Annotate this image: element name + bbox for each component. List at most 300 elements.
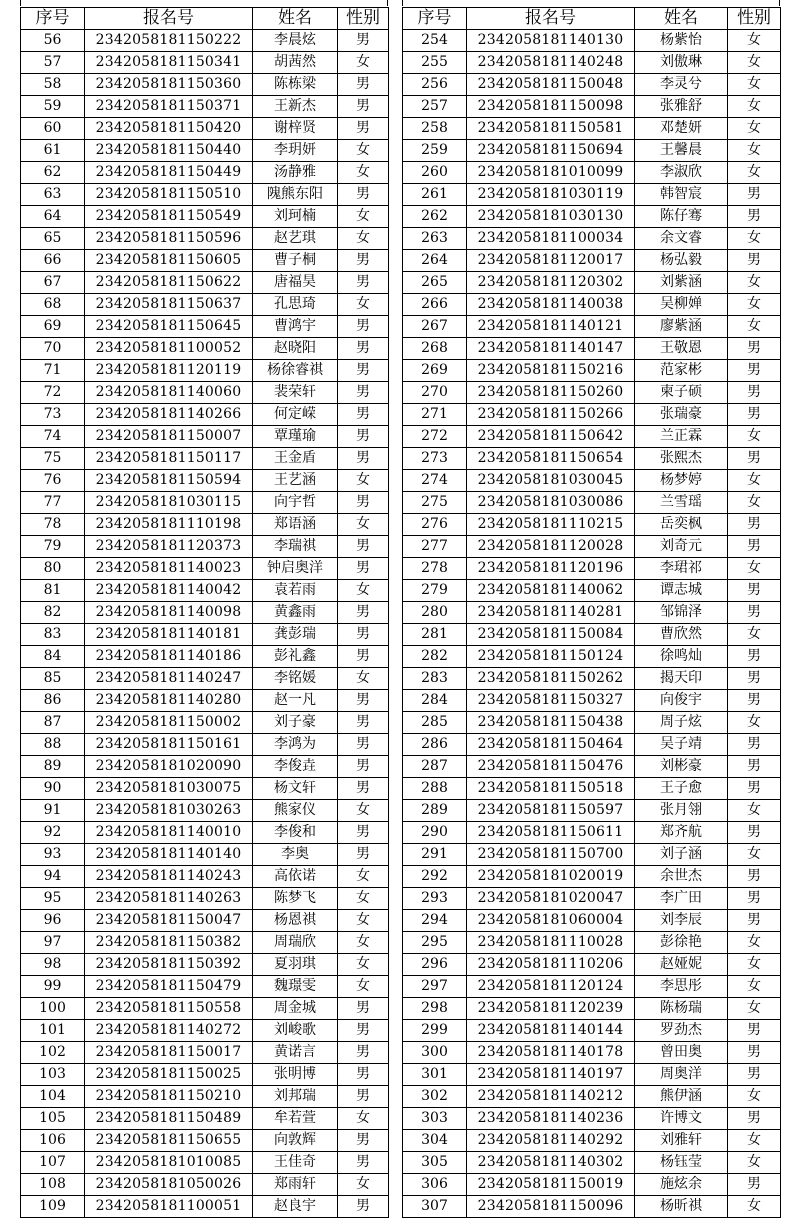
gender-cell: 女 bbox=[338, 470, 389, 492]
table-row bbox=[403, 96, 781, 118]
table-row bbox=[21, 998, 389, 1020]
gender-cell: 男 bbox=[728, 184, 781, 206]
reg-no-cell: 2342058181150019 bbox=[467, 1174, 635, 1196]
reg-no-cell: 2342058181150611 bbox=[467, 822, 635, 844]
reg-no-cell: 2342058181150655 bbox=[85, 1130, 253, 1152]
name-cell: 兰正霖 bbox=[635, 426, 728, 448]
table-row bbox=[403, 272, 781, 294]
gender-cell: 男 bbox=[728, 514, 781, 536]
gender-cell: 女 bbox=[338, 866, 389, 888]
table-row bbox=[403, 580, 781, 602]
table-row bbox=[21, 382, 389, 404]
reg-no-cell: 2342058181150645 bbox=[85, 316, 253, 338]
name-cell: 李广田 bbox=[635, 888, 728, 910]
name-cell: 王艺涵 bbox=[253, 470, 338, 492]
reg-no-cell: 2342058181100052 bbox=[85, 338, 253, 360]
name-cell: 柬子硕 bbox=[635, 382, 728, 404]
reg-no-cell: 2342058181120124 bbox=[467, 976, 635, 998]
name-cell: 郑雨轩 bbox=[253, 1174, 338, 1196]
name-cell: 赵一凡 bbox=[253, 690, 338, 712]
seq-cell: 280 bbox=[403, 602, 467, 624]
header-reg-no: 报名号 bbox=[85, 8, 253, 30]
table-row bbox=[403, 404, 781, 426]
gender-cell: 女 bbox=[338, 976, 389, 998]
name-cell: 刘紫涵 bbox=[635, 272, 728, 294]
seq-cell: 279 bbox=[403, 580, 467, 602]
reg-no-cell: 2342058181140178 bbox=[467, 1042, 635, 1064]
table-row bbox=[21, 448, 389, 470]
seq-cell: 260 bbox=[403, 162, 467, 184]
table-row bbox=[21, 558, 389, 580]
roster-table-left bbox=[20, 7, 389, 1218]
reg-no-cell: 2342058181150476 bbox=[467, 756, 635, 778]
seq-cell: 57 bbox=[21, 52, 85, 74]
table-row bbox=[403, 954, 781, 976]
table-row bbox=[403, 1108, 781, 1130]
table-row bbox=[21, 1020, 389, 1042]
gender-cell: 男 bbox=[728, 646, 781, 668]
name-cell: 龚彭瑞 bbox=[253, 624, 338, 646]
table-row bbox=[21, 976, 389, 998]
table-row bbox=[21, 646, 389, 668]
table-row bbox=[403, 932, 781, 954]
gender-cell: 男 bbox=[728, 822, 781, 844]
seq-cell: 271 bbox=[403, 404, 467, 426]
reg-no-cell: 2342058181120017 bbox=[467, 250, 635, 272]
name-cell: 彭礼鑫 bbox=[253, 646, 338, 668]
seq-cell: 62 bbox=[21, 162, 85, 184]
reg-no-cell: 2342058181100051 bbox=[85, 1196, 253, 1218]
left-table-body bbox=[21, 30, 389, 1218]
table-row bbox=[21, 250, 389, 272]
gender-cell: 女 bbox=[338, 1108, 389, 1130]
table-row bbox=[403, 888, 781, 910]
reg-no-cell: 2342058181110198 bbox=[85, 514, 253, 536]
name-cell: 孔思琦 bbox=[253, 294, 338, 316]
header-name: 姓名 bbox=[253, 8, 338, 30]
reg-no-cell: 2342058181150216 bbox=[467, 360, 635, 382]
seq-cell: 304 bbox=[403, 1130, 467, 1152]
name-cell: 刘彬豪 bbox=[635, 756, 728, 778]
reg-no-cell: 2342058181140144 bbox=[467, 1020, 635, 1042]
name-cell: 郑语涵 bbox=[253, 514, 338, 536]
table-row bbox=[21, 316, 389, 338]
reg-no-cell: 2342058181140292 bbox=[467, 1130, 635, 1152]
gender-cell: 男 bbox=[338, 844, 389, 866]
reg-no-cell: 2342058181150025 bbox=[85, 1064, 253, 1086]
gender-cell: 女 bbox=[728, 1196, 781, 1218]
name-cell: 刘珂楠 bbox=[253, 206, 338, 228]
gender-cell: 男 bbox=[338, 30, 389, 52]
table-row bbox=[21, 272, 389, 294]
name-cell: 何定嵘 bbox=[253, 404, 338, 426]
seq-cell: 270 bbox=[403, 382, 467, 404]
name-cell: 高依诺 bbox=[253, 866, 338, 888]
name-cell: 覃瑾瑜 bbox=[253, 426, 338, 448]
name-cell: 王金盾 bbox=[253, 448, 338, 470]
name-cell: 岳奕枫 bbox=[635, 514, 728, 536]
gender-cell: 女 bbox=[338, 580, 389, 602]
reg-no-cell: 2342058181140023 bbox=[85, 558, 253, 580]
seq-cell: 273 bbox=[403, 448, 467, 470]
table-row bbox=[403, 514, 781, 536]
seq-cell: 295 bbox=[403, 932, 467, 954]
reg-no-cell: 2342058181150382 bbox=[85, 932, 253, 954]
name-cell: 李玥妍 bbox=[253, 140, 338, 162]
reg-no-cell: 2342058181150117 bbox=[85, 448, 253, 470]
seq-cell: 302 bbox=[403, 1086, 467, 1108]
name-cell: 曹子桐 bbox=[253, 250, 338, 272]
reg-no-cell: 2342058181150017 bbox=[85, 1042, 253, 1064]
name-cell: 李珺祁 bbox=[635, 558, 728, 580]
name-cell: 邹锦泽 bbox=[635, 602, 728, 624]
reg-no-cell: 2342058181150694 bbox=[467, 140, 635, 162]
gender-cell: 女 bbox=[728, 932, 781, 954]
seq-cell: 99 bbox=[21, 976, 85, 998]
reg-no-cell: 2342058181140042 bbox=[85, 580, 253, 602]
name-cell: 胡茜然 bbox=[253, 52, 338, 74]
seq-cell: 90 bbox=[21, 778, 85, 800]
table-row bbox=[21, 162, 389, 184]
seq-cell: 92 bbox=[21, 822, 85, 844]
reg-no-cell: 2342058181120119 bbox=[85, 360, 253, 382]
reg-no-cell: 2342058181150700 bbox=[467, 844, 635, 866]
reg-no-cell: 2342058181150260 bbox=[467, 382, 635, 404]
reg-no-cell: 2342058181150161 bbox=[85, 734, 253, 756]
table-row bbox=[403, 800, 781, 822]
gender-cell: 女 bbox=[728, 844, 781, 866]
table-row bbox=[403, 602, 781, 624]
name-cell: 赵良宇 bbox=[253, 1196, 338, 1218]
table-row bbox=[403, 536, 781, 558]
seq-cell: 74 bbox=[21, 426, 85, 448]
table-row bbox=[21, 756, 389, 778]
seq-cell: 105 bbox=[21, 1108, 85, 1130]
seq-cell: 101 bbox=[21, 1020, 85, 1042]
gender-cell: 女 bbox=[728, 976, 781, 998]
gender-cell: 女 bbox=[728, 162, 781, 184]
reg-no-cell: 2342058181020019 bbox=[467, 866, 635, 888]
seq-cell: 103 bbox=[21, 1064, 85, 1086]
seq-cell: 294 bbox=[403, 910, 467, 932]
seq-cell: 80 bbox=[21, 558, 85, 580]
name-cell: 刘邦瑞 bbox=[253, 1086, 338, 1108]
seq-cell: 69 bbox=[21, 316, 85, 338]
table-row bbox=[21, 1196, 389, 1218]
seq-cell: 85 bbox=[21, 668, 85, 690]
name-cell: 邓楚妍 bbox=[635, 118, 728, 140]
gender-cell: 男 bbox=[338, 756, 389, 778]
gender-cell: 女 bbox=[338, 162, 389, 184]
name-cell: 谢梓贤 bbox=[253, 118, 338, 140]
table-row bbox=[403, 74, 781, 96]
seq-cell: 293 bbox=[403, 888, 467, 910]
name-cell: 袁若雨 bbox=[253, 580, 338, 602]
gender-cell: 男 bbox=[728, 206, 781, 228]
seq-cell: 300 bbox=[403, 1042, 467, 1064]
reg-no-cell: 2342058181140062 bbox=[467, 580, 635, 602]
reg-no-cell: 2342058181150549 bbox=[85, 206, 253, 228]
name-cell: 吴柳婵 bbox=[635, 294, 728, 316]
table-row bbox=[21, 514, 389, 536]
reg-no-cell: 2342058181140098 bbox=[85, 602, 253, 624]
gender-cell: 女 bbox=[728, 954, 781, 976]
reg-no-cell: 2342058181150510 bbox=[85, 184, 253, 206]
reg-no-cell: 2342058181100034 bbox=[467, 228, 635, 250]
gender-cell: 女 bbox=[728, 624, 781, 646]
seq-cell: 67 bbox=[21, 272, 85, 294]
gender-cell: 男 bbox=[338, 558, 389, 580]
table-row bbox=[403, 756, 781, 778]
table-row bbox=[21, 140, 389, 162]
seq-cell: 263 bbox=[403, 228, 467, 250]
table-row bbox=[403, 492, 781, 514]
seq-cell: 259 bbox=[403, 140, 467, 162]
name-cell: 余文睿 bbox=[635, 228, 728, 250]
table-row bbox=[21, 954, 389, 976]
gender-cell: 男 bbox=[728, 580, 781, 602]
seq-cell: 65 bbox=[21, 228, 85, 250]
reg-no-cell: 2342058181150341 bbox=[85, 52, 253, 74]
reg-no-cell: 2342058181150047 bbox=[85, 910, 253, 932]
table-row bbox=[403, 140, 781, 162]
reg-no-cell: 2342058181020047 bbox=[467, 888, 635, 910]
reg-no-cell: 2342058181060004 bbox=[467, 910, 635, 932]
name-cell: 夏羽琪 bbox=[253, 954, 338, 976]
gender-cell: 男 bbox=[338, 96, 389, 118]
name-cell: 杨紫怡 bbox=[635, 30, 728, 52]
seq-cell: 104 bbox=[21, 1086, 85, 1108]
name-cell: 魏璟雯 bbox=[253, 976, 338, 998]
reg-no-cell: 2342058181140130 bbox=[467, 30, 635, 52]
gender-cell: 女 bbox=[728, 426, 781, 448]
gender-cell: 女 bbox=[728, 1086, 781, 1108]
seq-cell: 98 bbox=[21, 954, 85, 976]
table-row bbox=[403, 338, 781, 360]
gender-cell: 女 bbox=[338, 800, 389, 822]
seq-cell: 96 bbox=[21, 910, 85, 932]
reg-no-cell: 2342058181150262 bbox=[467, 668, 635, 690]
reg-no-cell: 2342058181150518 bbox=[467, 778, 635, 800]
name-cell: 王子愈 bbox=[635, 778, 728, 800]
seq-cell: 265 bbox=[403, 272, 467, 294]
gender-cell: 男 bbox=[338, 602, 389, 624]
seq-cell: 257 bbox=[403, 96, 467, 118]
reg-no-cell: 2342058181010099 bbox=[467, 162, 635, 184]
gender-cell: 男 bbox=[338, 822, 389, 844]
gender-cell: 男 bbox=[728, 1064, 781, 1086]
table-row bbox=[21, 492, 389, 514]
reg-no-cell: 2342058181150360 bbox=[85, 74, 253, 96]
seq-cell: 93 bbox=[21, 844, 85, 866]
table-row bbox=[21, 910, 389, 932]
seq-cell: 276 bbox=[403, 514, 467, 536]
gender-cell: 女 bbox=[338, 1174, 389, 1196]
name-cell: 熊家仪 bbox=[253, 800, 338, 822]
table-row bbox=[403, 316, 781, 338]
seq-cell: 290 bbox=[403, 822, 467, 844]
table-row bbox=[403, 778, 781, 800]
name-cell: 隗熊东阳 bbox=[253, 184, 338, 206]
table-row bbox=[403, 1042, 781, 1064]
reg-no-cell: 2342058181150622 bbox=[85, 272, 253, 294]
seq-cell: 282 bbox=[403, 646, 467, 668]
reg-no-cell: 2342058181140181 bbox=[85, 624, 253, 646]
gender-cell: 女 bbox=[728, 712, 781, 734]
table-row bbox=[21, 338, 389, 360]
name-cell: 李俊和 bbox=[253, 822, 338, 844]
seq-cell: 77 bbox=[21, 492, 85, 514]
gender-cell: 女 bbox=[338, 228, 389, 250]
gender-cell: 男 bbox=[338, 118, 389, 140]
gender-cell: 女 bbox=[338, 206, 389, 228]
table-row bbox=[403, 998, 781, 1020]
table-row bbox=[403, 30, 781, 52]
table-row bbox=[403, 228, 781, 250]
header-reg-no: 报名号 bbox=[467, 8, 635, 30]
gender-cell: 男 bbox=[338, 448, 389, 470]
reg-no-cell: 2342058181140281 bbox=[467, 602, 635, 624]
seq-cell: 298 bbox=[403, 998, 467, 1020]
seq-cell: 106 bbox=[21, 1130, 85, 1152]
reg-no-cell: 2342058181140236 bbox=[467, 1108, 635, 1130]
gender-cell: 女 bbox=[338, 668, 389, 690]
seq-cell: 58 bbox=[21, 74, 85, 96]
reg-no-cell: 2342058181140266 bbox=[85, 404, 253, 426]
reg-no-cell: 2342058181110206 bbox=[467, 954, 635, 976]
table-row bbox=[403, 1130, 781, 1152]
name-cell: 杨弘毅 bbox=[635, 250, 728, 272]
reg-no-cell: 2342058181150222 bbox=[85, 30, 253, 52]
name-cell: 廖紫涵 bbox=[635, 316, 728, 338]
table-row bbox=[21, 404, 389, 426]
reg-no-cell: 2342058181150007 bbox=[85, 426, 253, 448]
name-cell: 张明博 bbox=[253, 1064, 338, 1086]
table-row bbox=[403, 448, 781, 470]
gender-cell: 男 bbox=[338, 1086, 389, 1108]
reg-no-cell: 2342058181150558 bbox=[85, 998, 253, 1020]
table-row bbox=[403, 822, 781, 844]
seq-cell: 100 bbox=[21, 998, 85, 1020]
gender-cell: 男 bbox=[338, 1130, 389, 1152]
reg-no-cell: 2342058181140186 bbox=[85, 646, 253, 668]
gender-cell: 女 bbox=[728, 74, 781, 96]
seq-cell: 289 bbox=[403, 800, 467, 822]
reg-no-cell: 2342058181140247 bbox=[85, 668, 253, 690]
gender-cell: 男 bbox=[338, 360, 389, 382]
reg-no-cell: 2342058181140212 bbox=[467, 1086, 635, 1108]
reg-no-cell: 2342058181120302 bbox=[467, 272, 635, 294]
gender-cell: 男 bbox=[338, 1020, 389, 1042]
name-cell: 李晨炫 bbox=[253, 30, 338, 52]
reg-no-cell: 2342058181140060 bbox=[85, 382, 253, 404]
right-table-body bbox=[403, 30, 781, 1218]
seq-cell: 306 bbox=[403, 1174, 467, 1196]
reg-no-cell: 2342058181140272 bbox=[85, 1020, 253, 1042]
reg-no-cell: 2342058181150637 bbox=[85, 294, 253, 316]
header-seq: 序号 bbox=[403, 8, 467, 30]
seq-cell: 81 bbox=[21, 580, 85, 602]
name-cell: 揭天印 bbox=[635, 668, 728, 690]
gender-cell: 女 bbox=[728, 96, 781, 118]
name-cell: 李鸿为 bbox=[253, 734, 338, 756]
name-cell: 赵艺琪 bbox=[253, 228, 338, 250]
gender-cell: 男 bbox=[728, 888, 781, 910]
table-row bbox=[21, 1042, 389, 1064]
seq-cell: 88 bbox=[21, 734, 85, 756]
reg-no-cell: 2342058181150596 bbox=[85, 228, 253, 250]
gender-cell: 女 bbox=[728, 272, 781, 294]
table-row bbox=[21, 1108, 389, 1130]
gender-cell: 男 bbox=[338, 338, 389, 360]
reg-no-cell: 2342058181150654 bbox=[467, 448, 635, 470]
table-row bbox=[21, 866, 389, 888]
seq-cell: 303 bbox=[403, 1108, 467, 1130]
table-row bbox=[403, 1064, 781, 1086]
table-row bbox=[403, 426, 781, 448]
seq-cell: 64 bbox=[21, 206, 85, 228]
gender-cell: 男 bbox=[338, 426, 389, 448]
name-cell: 张瑞豪 bbox=[635, 404, 728, 426]
table-row bbox=[403, 690, 781, 712]
reg-no-cell: 2342058181110215 bbox=[467, 514, 635, 536]
table-row bbox=[21, 668, 389, 690]
gender-cell: 男 bbox=[338, 250, 389, 272]
gender-cell: 男 bbox=[728, 778, 781, 800]
table-row bbox=[403, 844, 781, 866]
table-row bbox=[403, 52, 781, 74]
reg-no-cell: 2342058181140147 bbox=[467, 338, 635, 360]
table-row bbox=[403, 646, 781, 668]
reg-no-cell: 2342058181140263 bbox=[85, 888, 253, 910]
gender-cell: 男 bbox=[728, 1174, 781, 1196]
seq-cell: 61 bbox=[21, 140, 85, 162]
seq-cell: 262 bbox=[403, 206, 467, 228]
table-row bbox=[403, 1196, 781, 1218]
table-row bbox=[21, 470, 389, 492]
seq-cell: 288 bbox=[403, 778, 467, 800]
table-row bbox=[403, 162, 781, 184]
name-cell: 张月翎 bbox=[635, 800, 728, 822]
seq-cell: 256 bbox=[403, 74, 467, 96]
gender-cell: 女 bbox=[728, 470, 781, 492]
table-row bbox=[403, 294, 781, 316]
seq-cell: 268 bbox=[403, 338, 467, 360]
gender-cell: 女 bbox=[338, 954, 389, 976]
seq-cell: 72 bbox=[21, 382, 85, 404]
seq-cell: 305 bbox=[403, 1152, 467, 1174]
table-row bbox=[403, 250, 781, 272]
reg-no-cell: 2342058181150392 bbox=[85, 954, 253, 976]
table-row bbox=[21, 30, 389, 52]
name-cell: 黄鑫雨 bbox=[253, 602, 338, 624]
gender-cell: 男 bbox=[338, 74, 389, 96]
seq-cell: 283 bbox=[403, 668, 467, 690]
table-row bbox=[21, 118, 389, 140]
name-cell: 王新杰 bbox=[253, 96, 338, 118]
gender-cell: 男 bbox=[728, 734, 781, 756]
gender-cell: 男 bbox=[338, 1042, 389, 1064]
seq-cell: 84 bbox=[21, 646, 85, 668]
gender-cell: 男 bbox=[338, 734, 389, 756]
name-cell: 杨徐睿祺 bbox=[253, 360, 338, 382]
seq-cell: 108 bbox=[21, 1174, 85, 1196]
reg-no-cell: 2342058181140280 bbox=[85, 690, 253, 712]
right-table-top-rule bbox=[402, 0, 780, 6]
gender-cell: 女 bbox=[338, 888, 389, 910]
table-row bbox=[403, 1152, 781, 1174]
header-row bbox=[403, 8, 781, 30]
